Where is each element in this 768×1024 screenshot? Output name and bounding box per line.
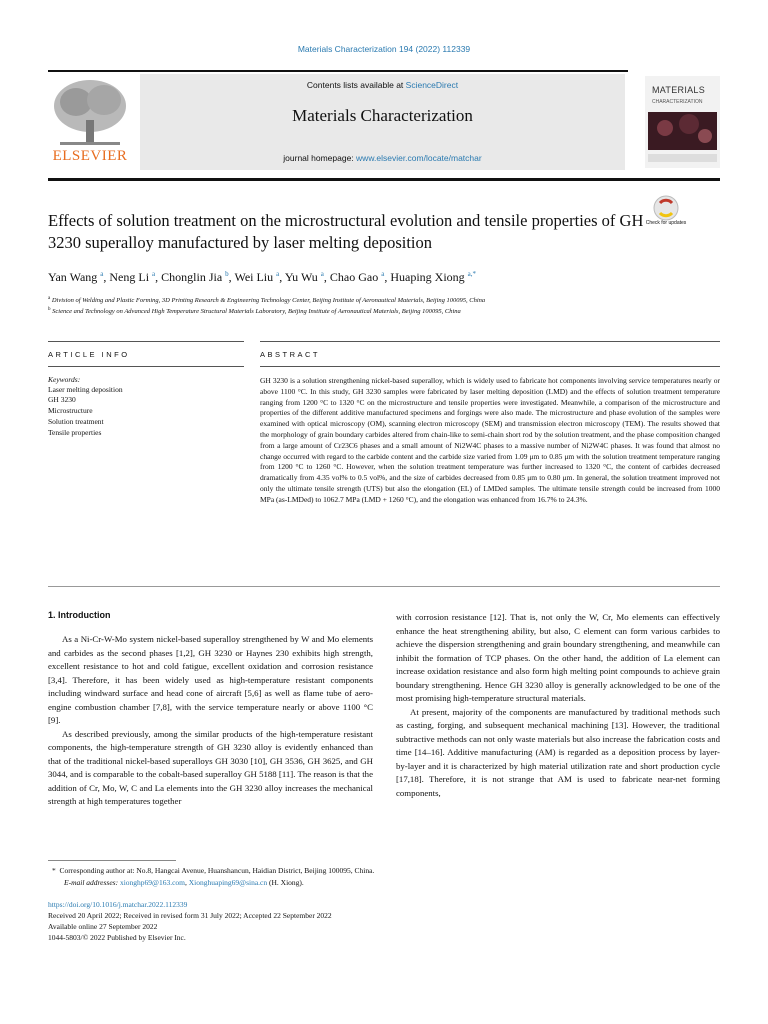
keyword: Tensile properties xyxy=(48,428,102,437)
author[interactable]: Wei Liu $^a$ xyxy=(234,270,280,284)
cover-title: MATERIALS xyxy=(652,85,706,95)
header-bottom-rule xyxy=(48,178,720,181)
check-for-updates-label: Check for updates xyxy=(645,220,687,226)
author[interactable]: Yu Wu $^a$ xyxy=(284,270,324,284)
intro-paragraph: At present, majority of the components are manufactured by traditional methods such as casting, forging, and subsequent mechanical machining [13]. However, the traditional subtractive methods can not only waste materials but also increase the fabrication costs and time [14–16]. Additive manufacturing (AM) is regarded as a deposition process by layer-by-layer and it is characterized by high material utilization rate and short production cycle [17,18]. Therefore, it is not strange that AM is used to fabricate near-net forming components, xyxy=(396,706,720,798)
email-link[interactable]: Xionghuaping69@sina.cn xyxy=(188,878,268,887)
article-info-heading: ARTICLE INFO xyxy=(48,350,130,359)
footnote-rule xyxy=(48,860,176,861)
journal-title: Materials Characterization xyxy=(292,106,473,125)
journal-homepage: journal homepage: www.elsevier.com/locate/matchar xyxy=(283,153,482,163)
copyright: 1044-5803/© 2022 Published by Elsevier Inc. xyxy=(48,933,186,942)
intro-right-column xyxy=(396,611,720,800)
keyword: Microstructure xyxy=(48,406,93,415)
author[interactable]: Yan Wang $^a$ xyxy=(48,270,104,284)
article-info-rule xyxy=(48,341,244,342)
keywords-label: Keywords: xyxy=(48,375,81,384)
contents-line: Contents lists available at ScienceDirect xyxy=(306,80,459,90)
doi-link[interactable]: https://doi.org/10.1016/j.matchar.2022.112339 xyxy=(48,900,188,909)
intro-paragraph: As a Ni-Cr-W-Mo system nickel-based superalloy strengthened by W and Mo elements and carbides as the second phases [1,2], GH 3230 or Haynes 230 exhibits high strength, excellent resistance to hot and cold fatigue, excellent oxidation and corrosion resistance [3,4]. Therefore, it has been widely used as high-temperature resistant components including windward surface and head cone of aircraft [5,6] as well as flame tube of aero-engine combustion chamber [7,8], with the service temperature nearly or above 1100 °C [9]. xyxy=(48,634,373,725)
keyword: Laser melting deposition xyxy=(48,385,123,394)
header-top-rule xyxy=(48,70,628,72)
abstract-rule xyxy=(260,341,720,342)
abstract-bottom-rule xyxy=(48,586,720,587)
abstract-text: GH 3230 is a solution strengthening nickel-based superalloy, which is widely used to fabricate hot components involving service temperatures nearly or above 1100 °C. In this study, GH 3230 samples were fabricated by laser melting deposition (LMD) and the effects of solution treatment temperature ranging from 1200 °C to 1320 °C on the microstructure and tensile properties were investigated. Meanwhile, a comparison of the microstructure and properties of the different additive manufactured specimens and forgings were also made. The microstructure and phase evolution of the samples were examined with optical microscopy (OM), scanning electron microscopy (SEM) and transmission electron microscopy (TEM). The results showed that the morphology of grain boundary carbides altered from chain-like to semi-chain short rod by the solution treatment, and the phase composition changed from a large amount of Cr23C6 phases and a small amount of Ni2W4C phases to a massive number of Ni2W4C phases. It was found that almost no change occurred with regard to the carbide content and the carbide size varied from 1.09 μm to 0.85 μm with the solution treatment temperature ranging from 1200 °C to 1260 °C. However, when the solution treatment temperature was further increased to 1320 °C, the content of carbides decreased dramatically from 4.35 vol% to 0.5 vol%, and the size of carbides decreased from 0.85 μm to 0.80 μm. In general, the solution treatment improved not only the ultimate tensile strength (UTS) but also the elongation (EL) of LMDed samples. The ultimate tensile strength could be increased from 1000 MPa (as-LMDed) to 1062.7 MPa (LMD + 1260 °C), and the elongation was enhanced from 16.7% to 24.3%. xyxy=(260,376,720,504)
email-link[interactable]: xionghp69@163.com xyxy=(119,878,185,887)
check-for-updates-badge[interactable] xyxy=(644,195,688,226)
author-list: Yan Wang $^a$, Neng Li $^a$, Chonglin Jia $^b$, Wei Liu $^a$, Yu Wu $^a$, Chao Gao $^a$, Huaping Xiong $^{a,*}$ xyxy=(48,270,477,284)
affiliation: $^b$ Science and Technology on Advanced High Temperature Structural Materials Laboratory, Beijing Institute of Aeronautical Materials, Beijing 100095, China xyxy=(48,307,461,316)
abstract-rule xyxy=(260,366,720,367)
abstract-heading: ABSTRACT xyxy=(260,350,321,359)
received-dates: Received 20 April 2022; Received in revised form 31 July 2022; Accepted 22 September 2022 xyxy=(48,911,332,920)
sciencedirect-link[interactable]: ScienceDirect xyxy=(405,80,459,90)
check-for-updates-icon xyxy=(644,195,688,221)
article-title: Effects of solution treatment on the microstructural evolution and tensile properties of GH 3230 superalloy manufactured by laser melting deposition xyxy=(48,211,644,252)
homepage-link[interactable]: www.elsevier.com/locate/matchar xyxy=(356,153,482,163)
author[interactable]: Huaping Xiong $^{a,*}$ xyxy=(390,270,477,284)
section-heading-introduction: 1. Introduction xyxy=(48,610,111,620)
publisher-name: ELSEVIER xyxy=(52,148,128,164)
article-info-rule xyxy=(48,366,244,367)
author[interactable]: Chonglin Jia $^b$ xyxy=(161,270,229,284)
email-addresses: E-mail addresses: xionghp69@163.com, Xionghuaping69@sina.cn (H. Xiong). xyxy=(64,878,304,887)
available-online: Available online 27 September 2022 xyxy=(48,922,158,931)
keyword: GH 3230 xyxy=(48,395,76,404)
intro-paragraph: with corrosion resistance [12]. That is, not only the W, Cr, Mo elements can effectively enhance the heat strengthening ability, but also, C element can form various carbides to achieve the dispersion strengthening and grain boundary strengthening, and meanwhile can inhibit the formation of TCP phases. On the other hand, the addition of La element can increase oxidation resistance and also form high melting point compounds to achieve grain boundary strengthening. Hence GH 3230 alloy is generally acknowledged to be one of the most promising high-temperature structural materials. xyxy=(396,612,720,703)
author[interactable]: Neng Li $^a$ xyxy=(109,270,156,284)
intro-paragraph: As described previously, among the similar products of the high-temperature resistant components, the high-temperature strength of GH 3230 alloy is evidently enhanced than that of the traditional nickel-based superalloys GH 3030 [10], GH 3536, GH 3625, and GH 3044, and is comparable to the cobalt-based superalloy GH 5188 [11]. The reason is that the addition of Cr, Mo, W, C and La elements into the GH 3230 alloy increases the mechanical strength at high temperatures together xyxy=(48,728,373,806)
intro-left-column xyxy=(48,633,373,809)
author[interactable]: Chao Gao $^a$ xyxy=(329,270,385,284)
affiliation: $^a$ Division of Welding and Plastic Forming, 3D Printing Research & Engineering Technology Center, Beijing Institute of Aeronautical Materials, Beijing 100095, China xyxy=(48,296,486,305)
journal-reference[interactable]: Materials Characterization 194 (2022) 112339 xyxy=(297,44,471,54)
keyword: Solution treatment xyxy=(48,417,104,426)
cover-subtitle: CHARACTERIZATION xyxy=(652,99,703,105)
corresponding-author-note: * Corresponding author at: No.8, Hangcai Avenue, Huanshancun, Haidian District, Beijing 100095, China. xyxy=(52,866,375,875)
